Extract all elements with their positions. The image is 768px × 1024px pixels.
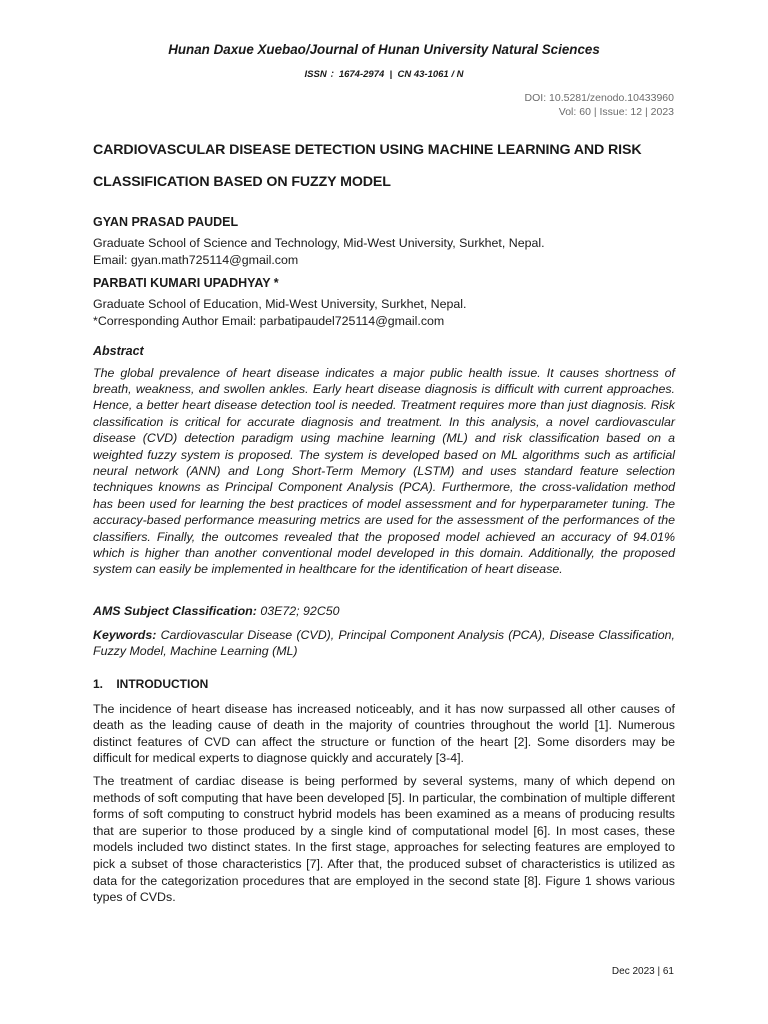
keywords-label: Keywords: [93, 628, 157, 642]
issn-line: ISSN ：1674-2974 | CN 43-1061 / N [304, 69, 464, 80]
author-affiliation: Graduate School of Education, Mid-West University, Surkhet, Nepal. [93, 297, 467, 311]
ams-label: AMS Subject Classification: [93, 604, 257, 618]
intro-paragraph-1: The incidence of heart disease has increased noticeably, and it has now surpassed all other causes of death as the leading cause of death in the majority of countries throughout the world [1]. Numerous distinct features of CVD can affect the structure or function of the heart [2]. Some disorders may be difficult for medical experts to diagnose quickly and accurately [3-4]. [93, 701, 675, 766]
abstract-text: The global prevalence of heart disease indicates a major public health issue. It causes shortness of breath, weakness, and swollen ankles. Early heart disease diagnosis is difficult with current approaches. Hence, a better heart disease detection tool is needed. Treatment requires more than just diagnosis. Risk classification is critical for accurate diagnosis and treatment. In this analysis, a novel cardiovascular disease (CVD) detection paradigm using machine learning (ML) and risk classification based on a weighted fuzzy system is proposed. The system is developed based on ML algorithms such as artificial neural network (ANN) and Long Short-Term Memory (LSTM) and uses standard feature selection techniques knowns as Principal Component Analysis (PCA). Furthermore, the cross-validation method has been used for learning the best practices of model assessment and for hyperparameter tuning. The accuracy-based performance measuring metrics are used for the assessment of the performances of the classifiers. Finally, the outcomes revealed that the proposed model achieved an accuracy of 94.01% which is higher than another conventional model developed in this domain. Additionally, the proposed system can easily be implemented in healthcare for the identification of heart disease. [93, 365, 675, 577]
paper-title [93, 134, 693, 198]
author-name: GYAN PRASAD PAUDEL [93, 215, 239, 229]
volume-issue: Vol: 60 | Issue: 12 | 2023 [558, 106, 674, 118]
author-affiliation: Graduate School of Science and Technology, Mid-West University, Surkhet, Nepal. [93, 236, 545, 250]
doi[interactable]: DOI: 10.5281/zenodo.10433960 [524, 92, 674, 104]
author-1-block [93, 214, 675, 269]
journal-title: Hunan Daxue Xuebao/Journal of Hunan University Natural Sciences [168, 42, 600, 57]
abstract-heading: Abstract [93, 344, 144, 358]
abstract-section [93, 343, 675, 578]
doi-block [525, 91, 674, 119]
paper-title-line-1: CARDIOVASCULAR DISEASE DETECTION USING MACHINE LEARNING AND RISK [93, 142, 642, 158]
paper-title-line-2: CLASSIFICATION BASED ON FUZZY MODEL [93, 174, 391, 190]
page-footer: Dec 2023 | 61 [611, 966, 674, 977]
ams-value: 03E72; 92C50 [260, 604, 340, 618]
introduction-section [93, 676, 675, 906]
keywords-value: Cardiovascular Disease (CVD), Principal Component Analysis (PCA), Disease Classification, Fuzzy Model, Machine Learning (ML) [93, 628, 675, 659]
author-name: PARBATI KUMARI UPADHYAY * [93, 276, 279, 290]
author-email[interactable]: *Corresponding Author Email: parbatipaudel725114@gmail.com [93, 314, 445, 328]
intro-paragraph-2: The treatment of cardiac disease is being performed by several systems, many of which depend on methods of soft computing that have been developed [5]. In particular, the combination of multiple different forms of soft computing to construct hybrid models has been examined as a means of producing results that are superior to those produced by a single kind of computational model [6]. In most cases, these models included two distinct states. In the first stage, approaches for selecting features are employed to pick a subset of those characteristics [7]. After that, the produced subset of characteristics is utilized as data for the categorization procedures that are employed in the second state [8]. Figure 1 shows various types of CVDs. [93, 773, 675, 905]
section-heading: 1. INTRODUCTION [93, 677, 209, 691]
ams-classification [93, 603, 675, 619]
author-email[interactable]: Email: gyan.math725114@gmail.com [93, 253, 299, 267]
author-2-block [93, 275, 675, 330]
keywords [93, 627, 675, 660]
